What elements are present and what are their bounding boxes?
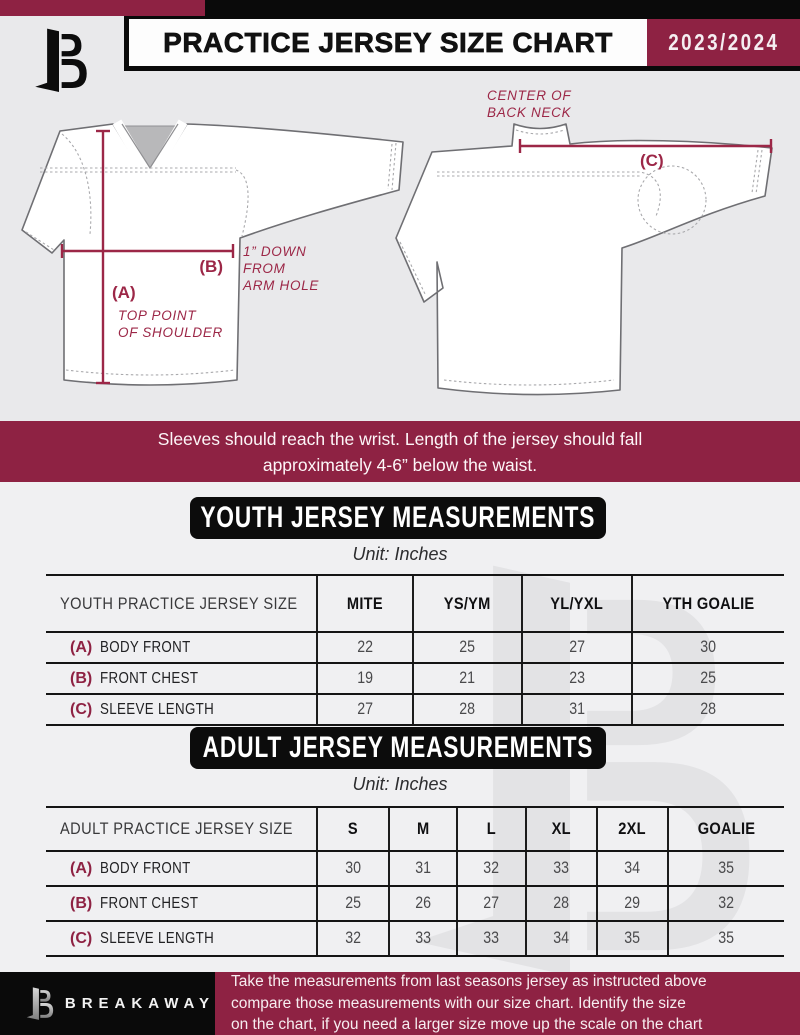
table-row [46,887,784,922]
cell-value: 27 [569,638,585,656]
cell-value: 34 [624,859,641,877]
row-label: SLEEVE LENGTH [100,929,215,947]
cell-value: 26 [415,894,431,912]
cell-value: 32 [718,894,735,912]
label-a: (A) [112,283,136,302]
label-c-desc-line2: BACK NECK [487,105,572,120]
adult-col-l: L [486,819,497,838]
table-row [46,664,784,695]
adult-col-2xl: 2XL [618,819,647,838]
cell-value: 22 [357,638,373,656]
adult-section-heading [190,727,606,769]
row-key: (B) [70,894,93,912]
label-b: (B) [199,257,223,276]
cell-value: 34 [553,929,570,947]
cell-value: 28 [700,700,717,718]
cell-value: 31 [569,700,585,718]
cell-value: 25 [700,669,717,687]
cell-value: 33 [553,859,570,877]
row-label: FRONT CHEST [100,669,199,687]
row-label: FRONT CHEST [100,894,199,912]
banner-line1: Sleeves should reach the wrist. Length of the jersey should fall [157,428,643,449]
youth-col-mite: MITE [347,593,383,613]
table-row [46,633,784,664]
youth-size-table [46,574,784,726]
footer-line1: Take the measurements from last seasons jersey as instructed above [231,973,707,991]
youth-table-title: YOUTH PRACTICE JERSEY SIZE [60,593,298,613]
adult-col-goalie: GOALIE [697,819,756,838]
cell-value: 25 [459,638,476,656]
cell-value: 35 [718,929,735,947]
label-a-desc-line1: TOP POINT [118,308,197,323]
row-label: BODY FRONT [100,638,191,656]
brand-name: BREAKAWAY [64,995,215,1012]
fit-instruction-banner [0,421,800,482]
cell-value: 33 [415,929,431,947]
cell-value: 19 [357,669,373,687]
adult-table-title: ADULT PRACTICE JERSEY SIZE [60,819,293,838]
table-row [46,922,784,955]
adult-size-table [46,806,784,957]
page-title: PRACTICE JERSEY SIZE CHART [163,26,613,58]
row-key: (B) [70,669,93,687]
label-b-desc-line3: ARM HOLE [243,278,320,293]
row-key: (C) [70,700,93,718]
row-label: BODY FRONT [100,859,191,877]
banner-line2: approximately 4-6” below the waist. [262,454,538,475]
youth-col-ysym: YS/YM [444,593,491,613]
table-row [46,852,784,887]
adult-col-xl: XL [551,819,572,838]
label-c: (C) [640,151,664,170]
back-jersey-drawing [396,124,772,395]
label-b-desc-line2: FROM [243,261,286,276]
cell-value: 35 [624,929,641,947]
adult-heading-label: ADULT JERSEY MEASUREMENTS [202,731,594,764]
cell-value: 28 [553,894,570,912]
cell-value: 32 [345,929,361,947]
cell-value: 23 [569,669,585,687]
adult-col-m: M [416,819,430,838]
adult-unit-label: Unit: Inches [352,774,448,794]
jersey-measurement-diagram [0,0,800,420]
cell-value: 25 [345,894,361,912]
breakaway-logo-icon [22,985,56,1023]
cell-value: 21 [459,669,476,687]
row-key: (A) [70,859,93,877]
cell-value: 31 [415,859,431,877]
season-label: 2023/2024 [667,29,780,55]
label-a-desc-line2: OF SHOULDER [118,325,223,340]
footer-instructions [215,972,800,1035]
cell-value: 35 [718,859,735,877]
youth-section-heading [190,497,606,539]
row-key: (A) [70,638,93,656]
cell-value: 32 [483,859,500,877]
cell-value: 29 [624,894,641,912]
adult-col-s: S [347,819,358,838]
youth-col-goalie: YTH GOALIE [662,593,755,613]
table-row [46,695,784,724]
cell-value: 27 [483,894,500,912]
footer-brand-block [0,972,215,1035]
cell-value: 30 [700,638,717,656]
youth-unit-label: Unit: Inches [352,544,448,564]
row-label: SLEEVE LENGTH [100,700,215,718]
cell-value: 30 [345,859,361,877]
footer-line3: on the chart, if you need a larger size move up the scale on the chart [231,1016,703,1034]
cell-value: 27 [357,700,373,718]
youth-col-ylyxl: YL/YXL [550,593,604,613]
front-jersey-drawing [22,122,403,385]
adult-table-header-row [46,808,784,852]
youth-heading-label: YOUTH JERSEY MEASUREMENTS [200,501,596,534]
youth-table-header-row [46,576,784,633]
cell-value: 28 [459,700,476,718]
label-c-desc-line1: CENTER OF [487,88,572,103]
footer-line2: compare those measurements with our size chart. Identify the size [231,994,686,1012]
cell-value: 33 [483,929,500,947]
label-b-desc-line1: 1” DOWN [243,244,307,259]
row-key: (C) [70,929,93,947]
